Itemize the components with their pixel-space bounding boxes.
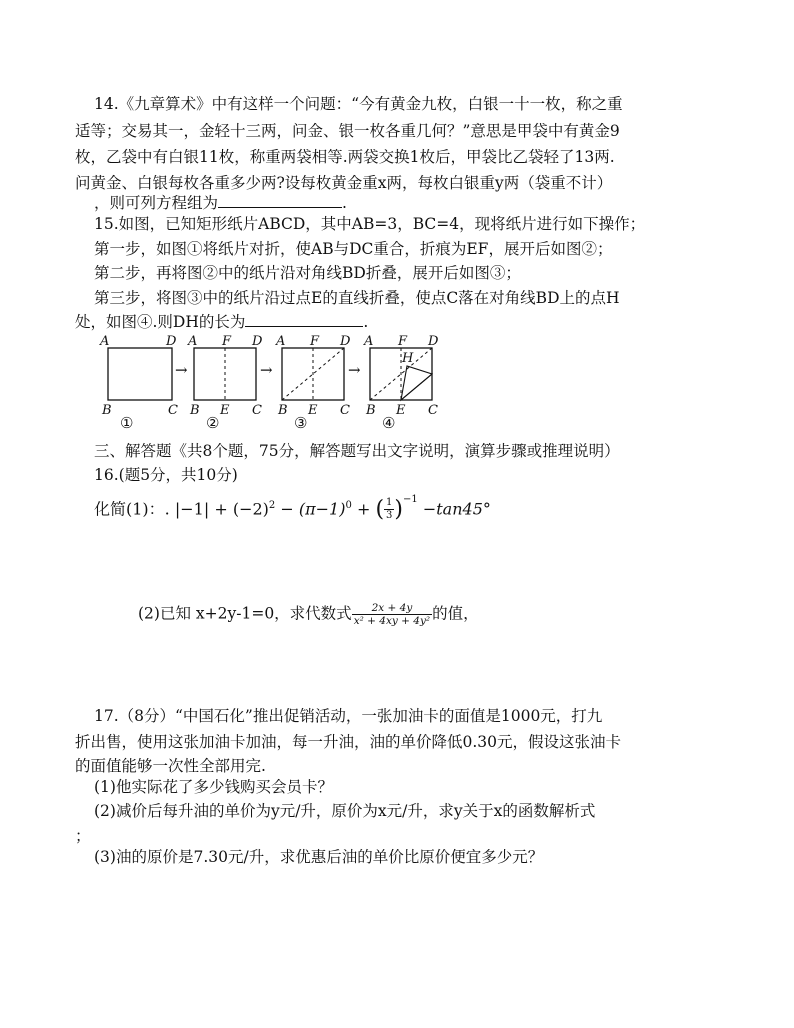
q14-answer-blank[interactable] [218,191,342,208]
q16-part2-denominator: x² + 4xy + 4y² [353,615,431,627]
fig2-label-e: E [220,403,230,418]
q15-answer-blank[interactable] [245,310,363,327]
fig2-caption: ② [206,414,220,432]
q17-part2: (2)减价后每升油的单价为y元/升，原价为x元/升，求y关于x的函数解析式 [94,802,596,820]
fig4-label-e: E [396,403,406,418]
q14-line4: 问黄金、白银每枚各重多少两?设每枚黄金重x两，每枚白银重y两（袋重不计） [75,174,613,192]
tan-term: −tan45° [422,499,491,519]
q17-part3: (3)油的原价是7.30元/升，求优惠后油的单价比原价便宜多少元？ [94,848,544,866]
q15-line3: 第二步，再将图②中的纸片沿对角线BD折叠，展开后如图③； [94,264,521,282]
q16-part2-prefix: (2)已知 x+2y-1=0，求代数式 [138,604,352,623]
fig2-label-b: B [190,403,200,418]
arrow-2-icon: → [260,361,273,379]
arrow-3-icon: → [348,361,361,379]
fig1-label-b: B [102,403,112,418]
figure-3 [275,334,351,432]
fig4-label-c: C [428,403,438,418]
fraction-numerator: 1 [386,497,393,509]
fig2-label-f: F [222,334,232,349]
power-exp-1: 2 [268,500,276,511]
fig1-label-a: A [100,334,110,349]
q15-line1: 15.如图，已知矩形纸片ABCD，其中AB=3，BC=4，现将纸片进行如下操作； [94,215,646,233]
q16-part1-prefix: 化简(1)：. [94,499,170,519]
q15-line5-end: . [363,313,369,331]
q17-part1: (1)他实际花了多少钱购买会员卡？ [94,778,333,796]
q14-line3: 枚，乙袋中有白银11枚，称重两袋相等.两袋交换1枚后，甲袋比乙袋轻了13两. [75,148,615,166]
fig2-label-a: A [188,334,198,349]
q17-line1: 17.（8分）“中国石化”推出促销活动，一张加油卡的面值是1000元，打九 [94,707,603,725]
fig3-label-b: B [278,403,288,418]
power-base-2: (π−1) [298,499,346,519]
fig3-label-d: D [340,334,351,349]
fig1-caption: ① [120,414,134,432]
section-heading: 三、解答题《共8个题，75分，解答题写出文字说明，演算步骤或推理说明） [94,442,620,460]
fig3-label-e: E [308,403,318,418]
fig4-label-d: D [428,334,439,349]
power-exp-2: 0 [345,500,352,511]
fig1-label-d: D [166,334,177,349]
q16-part1: 化简(1)：. $|-1| + (-2)^2 - (\pi-1)^0$ + ( $\frac{1}{3}$ )$^{-1}$ −tan45° [94,494,491,522]
figure-4 [363,334,439,432]
q17-part2-cont: ； [75,827,91,845]
minus-sign: − [280,499,294,519]
fig3-label-f: F [310,334,320,349]
plus-sign: + [214,499,228,519]
fraction-denominator: 3 [386,510,393,522]
fig3-caption: ③ [294,414,308,432]
q14-line5-end: . [342,194,347,212]
fig3-label-c: C [340,403,350,418]
q17-line2: 折出售，使用这张加油卡加油，每一升油，油的单价降低0.30元，假设这张油卡 [75,733,622,751]
fig2-label-d: D [252,334,263,349]
fraction-one-third [384,497,394,522]
q14-line5 [94,191,347,214]
q16-part2-fraction [352,602,432,627]
fig4-caption: ④ [382,414,396,432]
q16-part2 [138,602,479,627]
q14-line1: 14.《九章算术》中有这样一个问题：“今有黄金九枚，白银一十一枚，称之重 [94,95,623,113]
figure-1 [99,334,178,432]
fig4-label-a: A [364,334,374,349]
fig4-label-h: H [402,351,414,366]
q14-line5-text: ，则可列方程组为 [94,194,219,212]
q16-header: 16.(题5分，共10分) [94,466,238,484]
fig4-label-f: F [398,334,408,349]
abs-term: |−1| [174,499,210,519]
fig1-label-c: C [168,403,178,418]
q15-folding-figure [96,330,456,434]
q15-line2: 第一步，如图①将纸片对折，使AB与DC重合，折痕为EF，展开后如图②； [94,240,613,258]
fig4-label-b: B [366,403,376,418]
q16-part2-numerator: 2x + 4y [352,602,432,615]
power-exp-3: −1 [403,494,418,505]
q15-line4: 第三步，将图③中的纸片沿过点E的直线折叠，使点C落在对角线BD上的点H [94,289,620,307]
q17-line3: 的面值能够一次性全部用完. [75,757,266,775]
q15-line5-text: 处，如图④.则DH的长为 [75,313,246,331]
figure-2 [187,334,263,432]
q14-line2: 适等；交易其一，金轻十三两，问金、银一枚各重几何？”意思是甲袋中有黄金9 [75,122,620,140]
fig2-label-c: C [252,403,262,418]
power-base-1: (−2) [232,499,269,519]
arrow-1-icon: → [175,361,188,379]
q16-part2-suffix: 的值， [432,604,479,623]
fig3-label-a: A [276,334,286,349]
